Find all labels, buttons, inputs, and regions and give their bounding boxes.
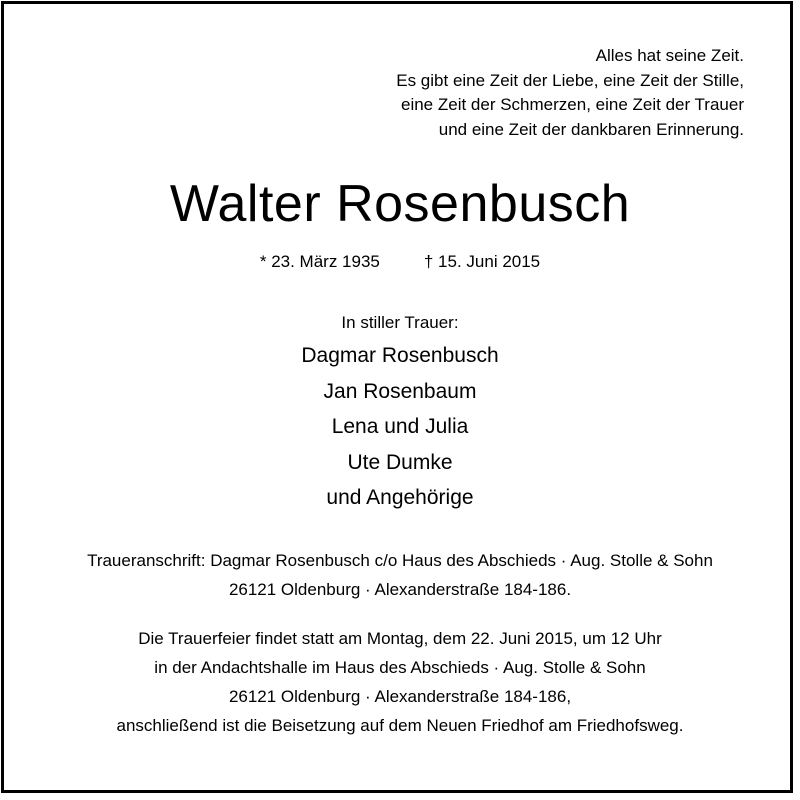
life-dates — [0, 250, 800, 274]
birth-date: * 23. März 1935 — [259, 252, 380, 271]
mourning-intro: In stiller Trauer: — [341, 313, 459, 332]
ceremony-line: anschließend ist die Beisetzung auf dem Neuen Friedhof am Friedhofsweg. — [116, 716, 684, 735]
ceremony-line: 26121 Oldenburg · Alexanderstraße 184-186, — [228, 687, 572, 706]
mourning-address — [0, 546, 800, 604]
funeral-ceremony-info — [0, 624, 800, 740]
mourner-name: und Angehörige — [326, 486, 474, 509]
mourner-name: Ute Dumke — [347, 450, 453, 474]
address-line: 26121 Oldenburg · Alexanderstraße 184-186. — [228, 580, 572, 599]
deceased-name: Walter Rosenbusch — [169, 175, 631, 233]
mourner-name: Jan Rosenbaum — [323, 379, 477, 403]
death-date: † 15. Juni 2015 — [423, 252, 541, 271]
ceremony-line: in der Andachtshalle im Haus des Abschieds · Aug. Stolle & Sohn — [154, 658, 646, 677]
address-line: Traueranschrift: Dagmar Rosenbusch c/o Haus des Abschieds · Aug. Stolle & Sohn — [87, 551, 713, 570]
poem-line: und eine Zeit der dankbaren Erinnerung. — [438, 119, 744, 139]
mourner-name: Lena und Julia — [331, 415, 469, 438]
ceremony-line: Die Trauerfeier findet statt am Montag, dem 22. Juni 2015, um 12 Uhr — [138, 629, 662, 648]
poem-line: Es gibt eine Zeit der Liebe, eine Zeit der Stille, — [396, 70, 744, 90]
poem-line: Alles hat seine Zeit. — [595, 46, 744, 65]
mourners-list — [0, 338, 800, 516]
poem-line: eine Zeit der Schmerzen, eine Zeit der Trauer — [401, 95, 744, 114]
mourner-name: Dagmar Rosenbusch — [301, 344, 499, 367]
poem-quote — [244, 44, 744, 142]
